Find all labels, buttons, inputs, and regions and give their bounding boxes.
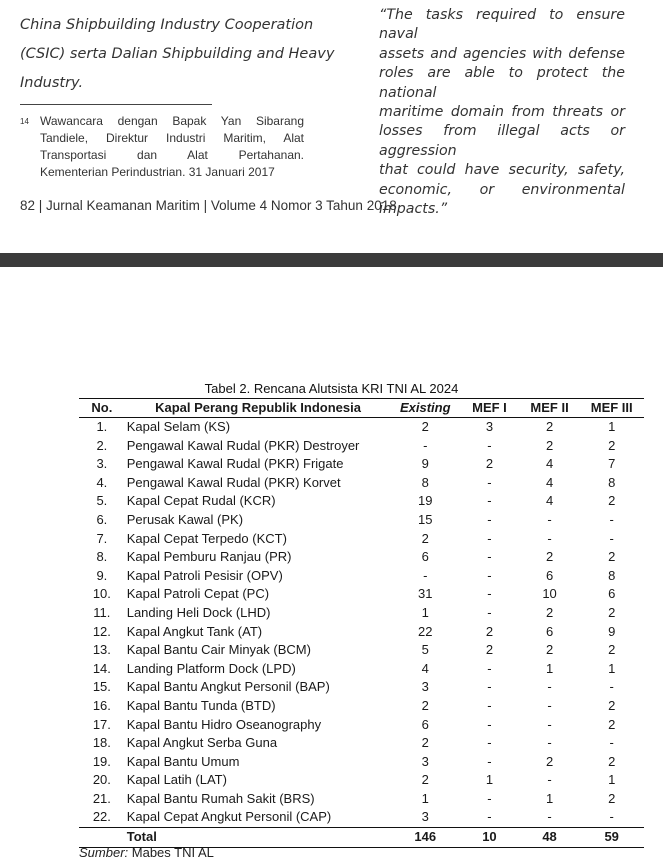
- cell-mef1: -: [487, 474, 492, 490]
- cell-no: 10.: [92, 586, 111, 602]
- cell-no: 6.: [96, 511, 108, 527]
- cell-existing: 2: [421, 735, 429, 751]
- cell-mef2: 6: [545, 623, 554, 639]
- cell-mef2: 1: [545, 660, 554, 676]
- cell-existing: 15: [418, 511, 433, 527]
- cell-mef2: 2: [545, 753, 554, 769]
- cell-existing: 8: [421, 474, 429, 490]
- cell-mef3: 6: [608, 586, 616, 602]
- cell-mef2: 2: [545, 437, 554, 453]
- header-existing: Existing: [399, 400, 451, 415]
- cell-no: 22.: [92, 809, 111, 825]
- cell-name: Kapal Selam (KS): [126, 419, 231, 434]
- cell-mef3: 2: [608, 697, 616, 713]
- cell-mef1: 2: [485, 456, 494, 472]
- cell-mef2: 10: [542, 586, 557, 602]
- table-row: [79, 771, 644, 790]
- cell-mef2: -: [547, 735, 552, 751]
- table-row: [79, 641, 644, 660]
- cell-mef2: 2: [545, 549, 554, 565]
- table-row: [79, 511, 644, 530]
- total-mef2: 48: [520, 828, 580, 848]
- cell-existing: 3: [421, 679, 429, 695]
- header-no: No.: [91, 400, 113, 415]
- table-row: [79, 455, 644, 474]
- cell-mef3: 8: [608, 567, 616, 583]
- footnote-line: Tandiele, Direktur Industri Maritim, Alat: [40, 131, 304, 145]
- cell-mef1: -: [487, 753, 492, 769]
- cell-no: 19.: [92, 753, 111, 769]
- quote-line: “The tasks required to ensure naval: [379, 7, 625, 43]
- cell-existing: 2: [421, 697, 429, 713]
- cell-mef2: -: [547, 679, 552, 695]
- page-separator: [0, 253, 663, 267]
- cell-mef2: 2: [545, 604, 554, 620]
- table-row: [79, 585, 644, 604]
- footnote-line: Wawancara dengan Bapak Yan Sibarang: [40, 114, 304, 128]
- cell-existing: 1: [421, 604, 429, 620]
- cell-existing: -: [423, 567, 428, 583]
- cell-mef1: 2: [485, 623, 494, 639]
- cell-name: Kapal Cepat Angkut Personil (CAP): [126, 809, 332, 825]
- cell-name: Kapal Bantu Umum: [126, 753, 240, 769]
- table-caption: Tabel 2. Rencana Alutsista KRI TNI AL 2024: [204, 381, 459, 396]
- cell-mef2: 2: [545, 419, 554, 434]
- table-row: [79, 734, 644, 753]
- cell-no: 2.: [96, 437, 108, 453]
- cell-mef2: -: [547, 772, 552, 788]
- cell-existing: 3: [421, 809, 429, 825]
- cell-mef3: -: [609, 809, 614, 825]
- cell-mef1: -: [487, 809, 492, 825]
- cell-name: Kapal Bantu Angkut Personil (BAP): [126, 679, 330, 695]
- cell-no: 13.: [92, 642, 111, 658]
- cell-mef3: 8: [608, 474, 616, 490]
- table-row: [79, 604, 644, 623]
- cell-mef3: 2: [608, 716, 616, 732]
- table-row: [79, 567, 644, 586]
- cell-no: 16.: [92, 697, 111, 713]
- cell-existing: 19: [418, 493, 433, 509]
- cell-existing: 6: [421, 549, 429, 565]
- cell-no: 1.: [96, 419, 108, 434]
- body-line: Industry.: [20, 75, 84, 91]
- cell-mef2: -: [547, 511, 552, 527]
- cell-no: 3.: [96, 456, 108, 472]
- table-row: [79, 716, 644, 735]
- cell-name: Kapal Bantu Cair Minyak (BCM): [126, 642, 311, 658]
- footnote-number: 14: [20, 117, 29, 126]
- cell-name: Landing Heli Dock (LHD): [126, 604, 271, 620]
- table-row: [79, 697, 644, 716]
- body-line: China Shipbuilding Industry Cooperation: [20, 17, 314, 33]
- table-row: [79, 808, 644, 827]
- cell-mef3: 2: [608, 437, 616, 453]
- cell-name: Kapal Bantu Hidro Oseanography: [126, 716, 322, 732]
- cell-name: Kapal Cepat Terpedo (KCT): [126, 530, 287, 546]
- cell-mef3: -: [609, 530, 614, 546]
- quote-line: impacts.”: [379, 201, 448, 218]
- cell-no: 14.: [92, 660, 111, 676]
- cell-no: 15.: [92, 679, 111, 695]
- cell-existing: 5: [421, 642, 429, 658]
- cell-mef1: -: [487, 586, 492, 602]
- table-row: [79, 492, 644, 511]
- cell-mef2: 2: [545, 642, 554, 658]
- header-mef2: MEF II: [530, 400, 569, 415]
- quote-line: economic, or environmental: [379, 181, 625, 198]
- quote-line: maritime domain from threats or: [379, 104, 625, 121]
- cut-line: [20, 0, 317, 7]
- quote-line: losses from illegal acts or aggression: [379, 123, 625, 159]
- cell-mef2: -: [547, 530, 552, 546]
- cell-mef3: 2: [608, 790, 616, 806]
- table-row: [79, 660, 644, 679]
- cell-mef3: -: [609, 511, 614, 527]
- cell-name: Kapal Latih (LAT): [126, 772, 227, 788]
- cell-mef2: -: [547, 716, 552, 732]
- cell-name: Kapal Bantu Tunda (BTD): [126, 697, 276, 713]
- cell-mef1: -: [487, 735, 492, 751]
- block-quote: [379, 6, 625, 219]
- cell-no: 20.: [92, 772, 111, 788]
- cell-no: 12.: [92, 623, 111, 639]
- quote-line: assets and agencies with defense: [379, 45, 625, 62]
- cell-mef1: -: [487, 530, 492, 546]
- cell-name: Kapal Cepat Rudal (KCR): [126, 493, 276, 509]
- total-mef3: 59: [579, 828, 644, 848]
- cell-mef3: -: [609, 679, 614, 695]
- cell-mef2: 4: [545, 456, 554, 472]
- footnote-line: Transportasi dan Alat Pertahanan.: [40, 148, 304, 162]
- cell-name: Pengawal Kawal Rudal (PKR) Destroyer: [126, 437, 360, 453]
- cell-existing: -: [423, 437, 428, 453]
- cell-name: Kapal Angkut Serba Guna: [126, 735, 278, 751]
- cell-no: 8.: [96, 549, 108, 565]
- cell-existing: 31: [418, 586, 433, 602]
- header-mef1: MEF I: [472, 400, 507, 415]
- cell-name: Kapal Patroli Cepat (PC): [126, 586, 270, 602]
- cell-mef2: 1: [545, 790, 554, 806]
- cell-name: Pengawal Kawal Rudal (PKR) Korvet: [126, 474, 341, 490]
- cell-name: Landing Platform Dock (LPD): [126, 660, 296, 676]
- cell-existing: 3: [421, 753, 429, 769]
- cell-no: 5.: [96, 493, 108, 509]
- cell-existing: 6: [421, 716, 429, 732]
- cell-mef3: 9: [608, 623, 616, 639]
- cell-mef3: 7: [608, 456, 616, 472]
- footnote-line: Kementerian Perindustrian. 31 Januari 2017: [40, 165, 275, 179]
- page-folio: 82 | Jurnal Keamanan Maritim | Volume 4 Nomor 3 Tahun 2018: [20, 198, 397, 213]
- cell-mef1: -: [487, 567, 492, 583]
- table-row: [79, 678, 644, 697]
- cell-mef1: -: [487, 660, 492, 676]
- cell-existing: 4: [421, 660, 429, 676]
- header-name: Kapal Perang Republik Indonesia: [155, 400, 361, 415]
- table-row: [79, 474, 644, 493]
- cell-mef1: -: [487, 697, 492, 713]
- cell-no: 7.: [96, 530, 108, 546]
- quote-line: that could have security, safety,: [379, 162, 625, 179]
- cell-name: Kapal Bantu Rumah Sakit (BRS): [126, 790, 315, 806]
- cell-no: 9.: [96, 567, 108, 583]
- cell-existing: 1: [421, 790, 429, 806]
- header-mef3: MEF III: [590, 400, 633, 415]
- total-mef1: 10: [459, 828, 520, 848]
- cell-mef3: 2: [608, 493, 616, 509]
- cell-mef1: -: [487, 790, 492, 806]
- cell-mef1: -: [487, 493, 492, 509]
- cell-mef1: -: [487, 511, 492, 527]
- source-text: Mabes TNI AL: [131, 845, 214, 860]
- cell-no: 21.: [92, 790, 111, 806]
- cell-existing: 9: [421, 456, 429, 472]
- cell-mef3: 2: [608, 753, 616, 769]
- total-label: Total: [125, 828, 392, 848]
- cell-mef2: 4: [545, 474, 554, 490]
- cell-name: Perusak Kawal (PK): [126, 511, 244, 527]
- table-row: [79, 753, 644, 772]
- quote-line: roles are able to protect the national: [379, 65, 625, 101]
- table-row: [79, 530, 644, 549]
- table-row: [79, 437, 644, 456]
- cell-no: 4.: [96, 474, 108, 490]
- table-row: [79, 418, 644, 437]
- cell-existing: 2: [421, 772, 429, 788]
- cell-mef1: -: [487, 549, 492, 565]
- cell-mef2: 6: [545, 567, 554, 583]
- footnote: [20, 113, 304, 181]
- cell-name: Kapal Patroli Pesisir (OPV): [126, 567, 283, 583]
- cell-name: Kapal Angkut Tank (AT): [126, 623, 263, 639]
- cell-mef2: 4: [545, 493, 554, 509]
- table-row: [79, 623, 644, 642]
- cell-existing: 2: [421, 530, 429, 546]
- table-row: [79, 790, 644, 809]
- table-body: [79, 418, 644, 848]
- cell-mef2: -: [547, 809, 552, 825]
- cell-mef3: 1: [608, 419, 616, 434]
- cell-mef1: 2: [485, 642, 494, 658]
- cell-no: 17.: [92, 716, 111, 732]
- body-line: (CSIC) serta Dalian Shipbuilding and Heavy: [20, 46, 335, 62]
- cell-mef3: -: [609, 735, 614, 751]
- footnote-rule: [20, 104, 212, 105]
- cell-mef3: 2: [608, 604, 616, 620]
- source-label: Sumber:: [79, 845, 129, 860]
- cell-existing: 22: [418, 623, 433, 639]
- cell-mef1: -: [487, 604, 492, 620]
- cell-mef1: 1: [485, 772, 494, 788]
- cell-mef3: 1: [608, 660, 616, 676]
- table-row: [79, 548, 644, 567]
- cell-no: 18.: [92, 735, 111, 751]
- cell-no: 11.: [93, 604, 111, 620]
- cell-mef3: 1: [608, 772, 616, 788]
- cell-existing: 2: [421, 419, 429, 434]
- total-existing: 146: [391, 828, 459, 848]
- cell-mef2: -: [547, 697, 552, 713]
- cell-name: Pengawal Kawal Rudal (PKR) Frigate: [126, 456, 344, 472]
- cell-mef3: 2: [608, 549, 616, 565]
- cell-name: Kapal Pemburu Ranjau (PR): [126, 549, 292, 565]
- table-header-row: [79, 399, 644, 418]
- alutsista-table: [79, 398, 644, 848]
- previous-page: [0, 0, 663, 253]
- cell-mef3: 2: [608, 642, 616, 658]
- cell-mef1: -: [487, 437, 492, 453]
- cell-mef1: -: [487, 679, 492, 695]
- body-paragraph: [20, 0, 335, 98]
- cell-mef1: -: [487, 716, 492, 732]
- cell-mef1: 3: [485, 419, 494, 434]
